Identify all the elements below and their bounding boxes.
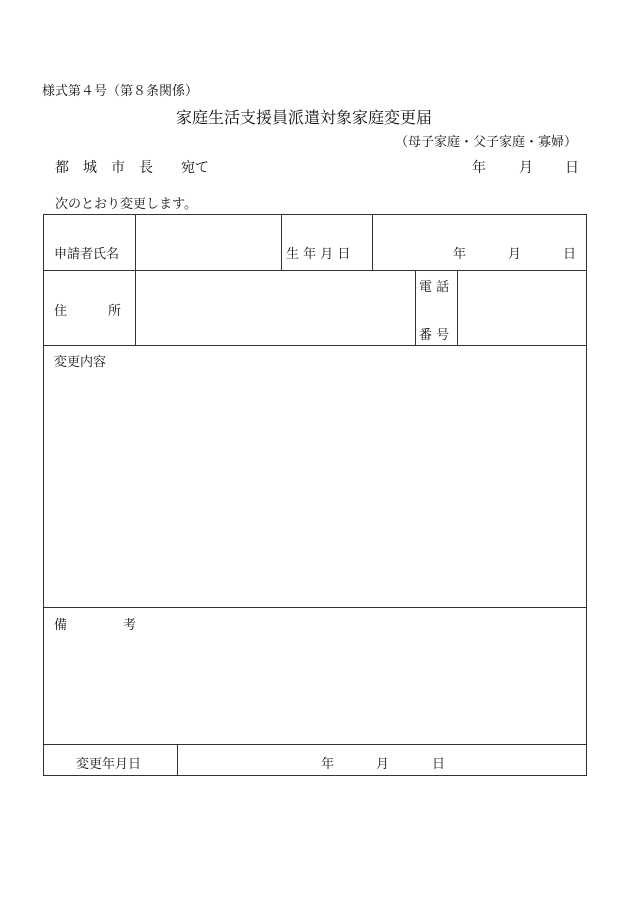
remarks-label-second: 考 (123, 618, 137, 633)
row-divider-1 (43, 270, 587, 271)
col-divider-change-date (177, 744, 178, 776)
header-date-month: 月 (519, 160, 533, 176)
intro-text: 次のとおり変更します。 (55, 197, 197, 212)
col-divider-address (135, 270, 136, 346)
document-subtitle: （母子家庭・父子家庭・寡婦） (395, 135, 578, 150)
row-divider-3 (43, 607, 587, 608)
address-field[interactable] (140, 272, 412, 343)
address-label-second: 所 (108, 304, 122, 319)
table-border-bottom (43, 775, 587, 776)
header-date-day: 日 (565, 160, 579, 176)
col-divider-birth-value (372, 214, 373, 271)
address-label-first: 住 (54, 304, 68, 319)
remarks-label-first: 備 (54, 618, 68, 633)
change-year-unit: 年 (321, 757, 335, 772)
applicant-name-field[interactable] (140, 216, 279, 268)
change-day-unit: 日 (432, 757, 446, 772)
phone-label-top: 電 話 (419, 280, 450, 295)
addressee: 都 城 市 長 宛て (55, 160, 209, 176)
col-divider-phone-label (415, 270, 416, 346)
col-divider-name (135, 214, 136, 271)
birth-year-unit: 年 (453, 247, 467, 262)
change-date-label: 変更年月日 (76, 757, 142, 772)
col-divider-phone-value (457, 270, 458, 346)
change-content-field[interactable] (46, 370, 582, 604)
table-border-top (43, 214, 587, 215)
form-number: 様式第４号（第８条関係） (42, 84, 199, 99)
change-content-label: 変更内容 (54, 355, 107, 370)
applicant-name-label: 申請者氏名 (54, 247, 120, 262)
change-month-unit: 月 (376, 757, 390, 772)
birth-month-unit: 月 (508, 247, 522, 262)
col-divider-birth-label (281, 214, 282, 271)
phone-field[interactable] (461, 272, 583, 343)
header-date-year: 年 (472, 160, 486, 176)
birthdate-label: 生 年 月 日 (286, 247, 351, 262)
row-divider-2 (43, 345, 587, 346)
birth-day-unit: 日 (563, 247, 577, 262)
document-title: 家庭生活支援員派遣対象家庭変更届 (176, 108, 433, 127)
table-border-left (43, 214, 44, 776)
phone-label-bottom: 番 号 (419, 328, 450, 343)
row-divider-4 (43, 744, 587, 745)
table-border-right (586, 214, 587, 776)
remarks-field[interactable] (46, 634, 582, 741)
